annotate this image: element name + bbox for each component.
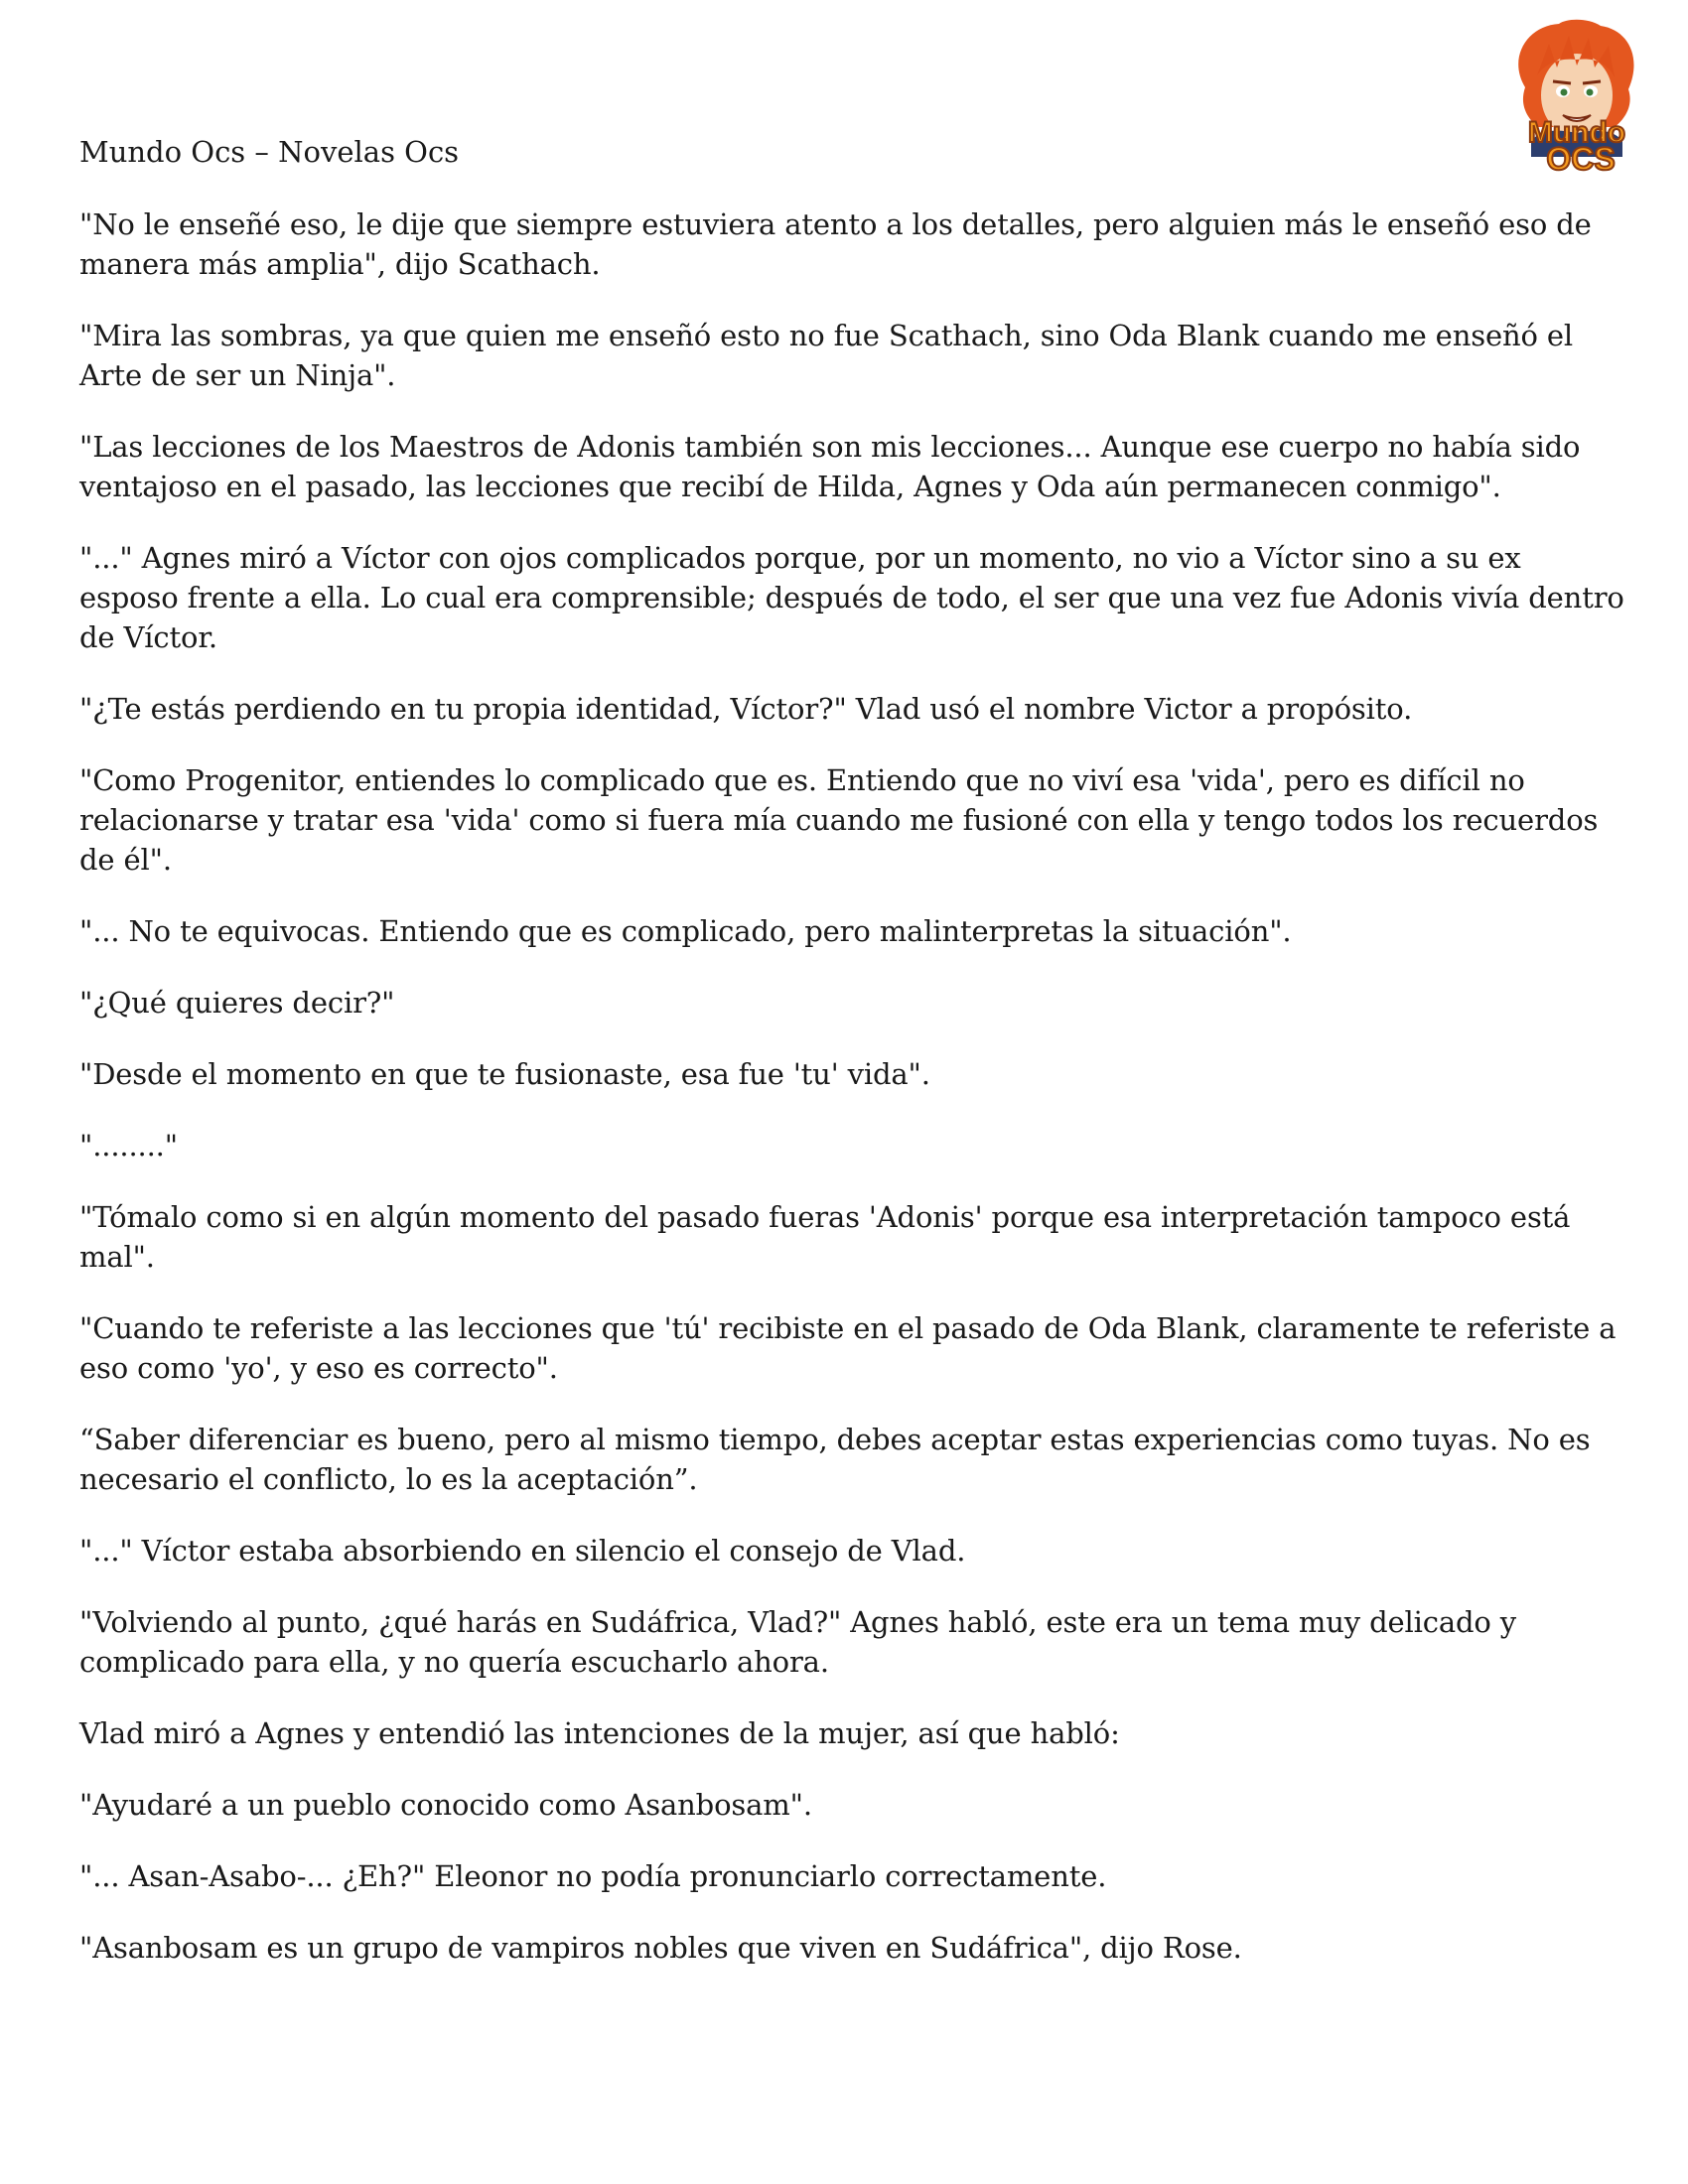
paragraph: "..." Agnes miró a Víctor con ojos complicados porque, por un momento, no vio a Víctor sino a su ex esposo frente a ella. Lo cual era comprensible; después de todo, el ser que una vez fue Adonis vivía dentro de Víctor.	[79, 541, 1624, 654]
paragraph: "... No te equivocas. Entiendo que es complicado, pero malinterpretas la situación".	[79, 914, 1292, 948]
paragraph: "..." Víctor estaba absorbiendo en silencio el consejo de Vlad.	[79, 1534, 966, 1568]
paragraph: "Volviendo al punto, ¿qué harás en Sudáfrica, Vlad?" Agnes habló, este era un tema muy delicado y complicado para ella, y no quería escucharlo ahora.	[79, 1605, 1517, 1679]
paragraph: "... Asan-Asabo-... ¿Eh?" Eleonor no podía pronunciarlo correctamente.	[79, 1859, 1107, 1893]
body-text	[79, 205, 1628, 1999]
paragraph: "Cuando te referiste a las lecciones que 'tú' recibiste en el pasado de Oda Blank, claramente te referiste a eso como 'yo', y eso es correcto".	[79, 1311, 1617, 1385]
paragraph: "Mira las sombras, ya que quien me enseñó esto no fue Scathach, sino Oda Blank cuando me enseñó el Arte de ser un Ninja".	[79, 319, 1574, 392]
logo-text-mundo: Mundo	[1527, 116, 1626, 149]
paragraph: "........"	[79, 1129, 178, 1162]
paragraph: "Ayudaré a un pueblo conocido como Asanbosam".	[79, 1788, 812, 1822]
paragraph: "¿Qué quieres decir?"	[79, 986, 395, 1020]
logo-text-ocs: OCS	[1546, 141, 1616, 175]
page-header: Mundo Ocs – Novelas Ocs	[79, 135, 460, 169]
paragraph: "Como Progenitor, entiendes lo complicado que es. Entiendo que no viví esa 'vida', pero es difícil no relacionarse y tratar esa 'vida' como si fuera mía cuando me fusioné con ella y tengo todos los recuerdos de él".	[79, 763, 1599, 877]
mundo-ocs-logo	[1497, 18, 1656, 175]
paragraph: "Desde el momento en que te fusionaste, esa fue 'tu' vida".	[79, 1057, 930, 1091]
paragraph: "¿Te estás perdiendo en tu propia identidad, Víctor?" Vlad usó el nombre Victor a propósito.	[79, 692, 1413, 726]
mascot-logo-icon	[1497, 18, 1656, 175]
paragraph: "Las lecciones de los Maestros de Adonis también son mis lecciones... Aunque ese cuerpo no había sido ventajoso en el pasado, las lecciones que recibí de Hilda, Agnes y Oda aún permanecen conmigo".	[79, 430, 1581, 503]
paragraph: "Asanbosam es un grupo de vampiros nobles que viven en Sudáfrica", dijo Rose.	[79, 1931, 1242, 1965]
paragraph: "No le enseñé eso, le dije que siempre estuviera atento a los detalles, pero alguien más le enseñó eso de manera más amplia", dijo Scathach.	[79, 207, 1592, 281]
paragraph: "Tómalo como si en algún momento del pasado fueras 'Adonis' porque esa interpretación tampoco está mal".	[79, 1200, 1571, 1274]
paragraph: “Saber diferenciar es bueno, pero al mismo tiempo, debes aceptar estas experiencias como tuyas. No es necesario el conflicto, lo es la aceptación”.	[79, 1423, 1591, 1496]
paragraph: Vlad miró a Agnes y entendió las intenciones de la mujer, así que habló:	[79, 1716, 1120, 1750]
